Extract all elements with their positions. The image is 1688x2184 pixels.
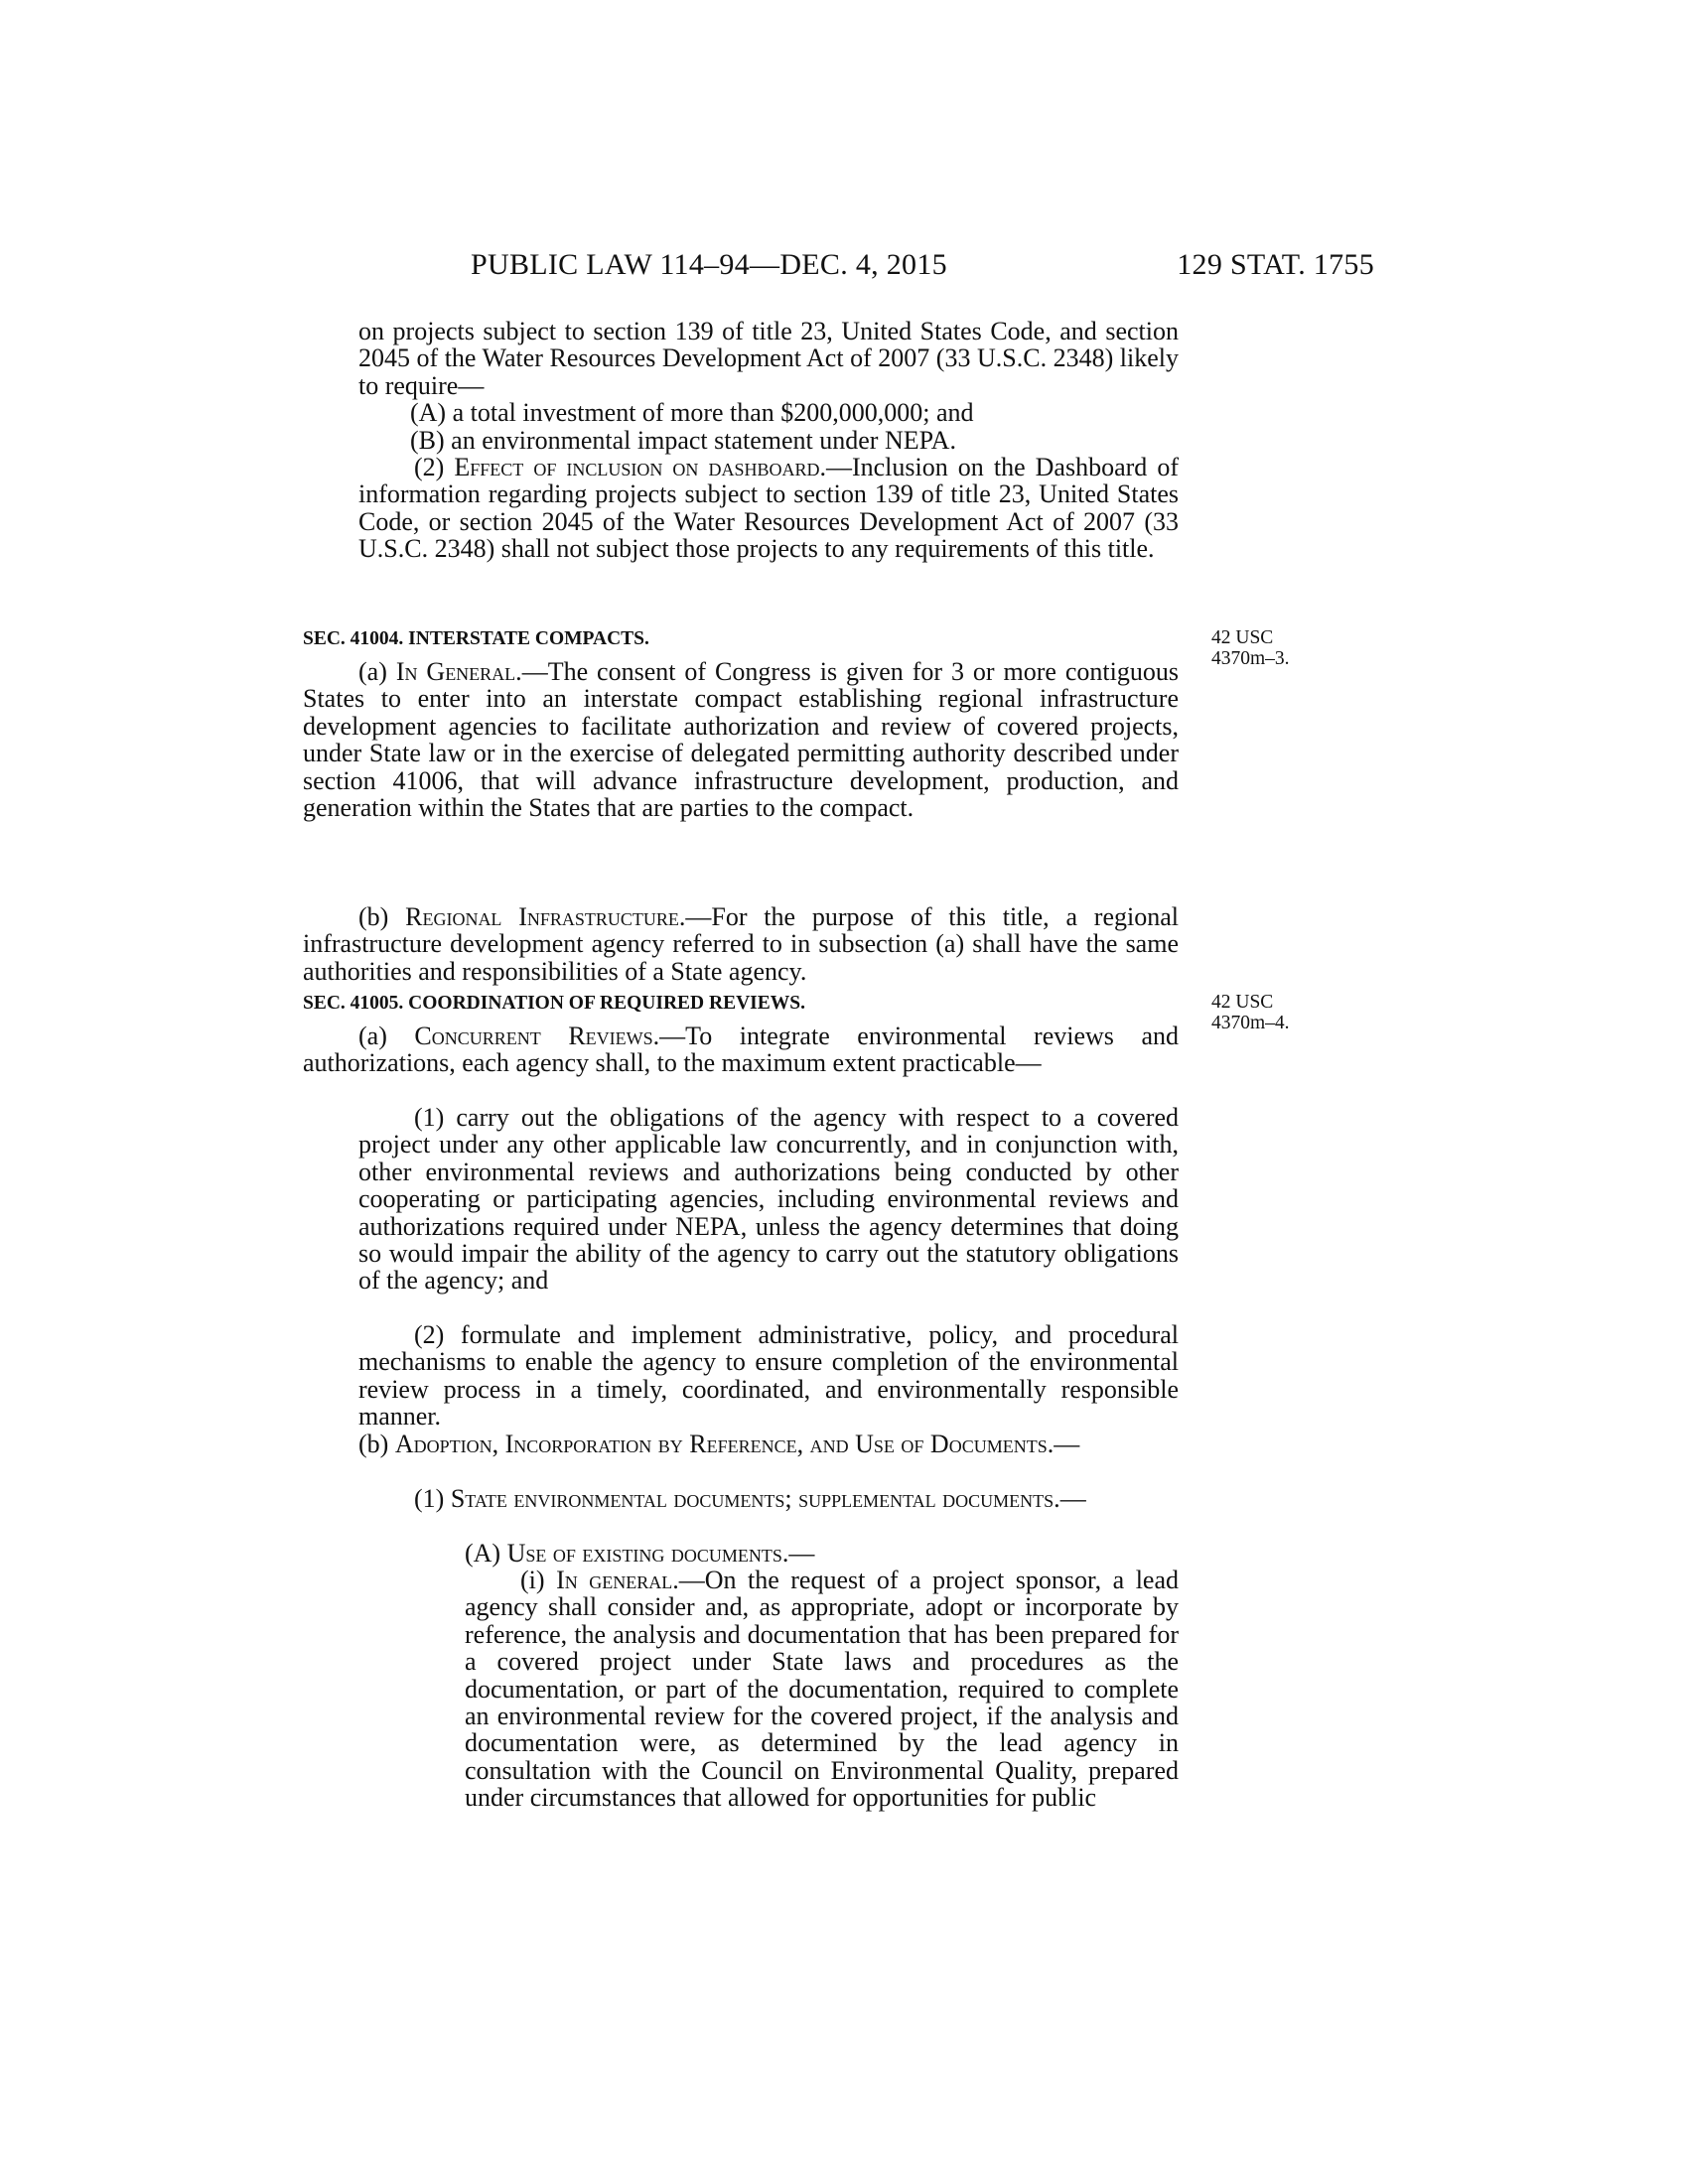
paragraph-text: —Inclusion on the Dashboard of information regarding projects subject to section 139 of title 23, United States Code, or section 2045 of the Water Resources Development Act of 2007 (33 U.S.C. 2348) shall not subject those projects to any requirements of this title. [358,453,1179,564]
paragraph-heading: Use of existing documents. [506,1539,789,1568]
paragraph-heading: In general. [556,1566,679,1594]
section-heading-41004: SEC. 41004. INTERSTATE COMPACTS. [303,628,649,649]
paragraph-text: —To integrate environmental reviews and authorizations, each agency shall, to the maximum extent practicable— [303,1022,1179,1078]
paragraph-number: (b) [358,1430,395,1458]
section-41005-b-1 [358,1485,1179,1512]
paragraph-number: (a) [358,1022,415,1050]
paragraph-number: (i) [520,1566,557,1594]
paragraph-number: (1) [414,1484,451,1513]
running-head: PUBLIC LAW 114–94—DEC. 4, 2015 [471,248,947,281]
paragraph-heading: In General. [395,657,522,686]
paragraph-number: (b) [358,902,406,931]
paragraph-continuation: on projects subject to section 139 of title 23, United States Code, and section 2045 of the Water Resources Development Act of 2007 (33 U.S.C. 2348) likely to require— [358,317,1179,400]
item-A-total-investment: (A) a total investment of more than $200,000,000; and [410,398,974,427]
section-41005-b-1-A-i [465,1567,1179,1812]
page-number: 129 STAT. 1755 [1177,248,1374,281]
section-41004-a [303,658,1179,821]
paragraph-text: — [788,1539,815,1568]
paragraph-text: —On the request of a project sponsor, a lead agency shall consider and, as appropriate, adopt or incorporate by reference, the analysis and documentation that has been prepared for a covered project under State laws and procedures as the documentation, or part of the documentation, required to complete an environmental review for the covered project, if the analysis and documentation were, as determined by the lead agency in consultation with the Council on Environmental Quality, prepared under circumstances that allowed for opportunities for public [465,1566,1179,1813]
section-41004-b [303,903,1179,985]
margin-citation-line: 42 USC [1211,992,1274,1013]
paragraph-text: — [1059,1484,1086,1513]
margin-citation-line: 4370m–3. [1211,648,1290,669]
section-41005-a-1: (1) carry out the obligations of the agency with respect to a covered project under any other applicable law concurrently, and in conjunction with, other environmental reviews and authorizations being conducted by other cooperating or participating agencies, including environmental reviews and authorizations required under NEPA, unless the agency determines that doing so would impair the ability of the agency to carry out the statutory obligations of the agency; and [358,1103,1179,1296]
paragraph-number: (A) [465,1539,507,1568]
paragraph-text: —The consent of Congress is given for 3 or more contiguous States to enter into an interstate compact establishing regional infrastructure development agencies to facilitate authorization and review of covered projects, under State law or in the exercise of delegated permitting authority described under section 41006, that will advance infrastructure development, production, and generation within the States that are parties to the compact. [303,657,1180,823]
margin-citation-line: 42 USC [1211,627,1274,648]
paragraph-heading: Adoption, Incorporation by Reference, and Use of Documents. [394,1430,1055,1458]
paragraph-heading: Regional Infrastructure. [405,902,686,931]
paragraph-heading: State environmental documents; supplemental documents. [450,1484,1060,1513]
paragraph-text: —For the purpose of this title, a regional infrastructure development agency referred to in subsection (a) shall have the same authorities and responsibilities of a State agency. [303,902,1179,986]
margin-citation-line: 4370m–4. [1211,1013,1290,1033]
item-B-environmental-impact: (B) an environmental impact statement under NEPA. [410,426,956,455]
section-41005-b [303,1431,1179,1457]
margin-citation-41005 [1211,992,1331,1033]
section-41005-a-2: (2) formulate and implement administrative, policy, and procedural mechanisms to enable the agency to ensure completion of the environmental review process in a timely, coordinated, and environmentally responsible manner. [358,1320,1179,1432]
section-41005-b-1-A [465,1540,1179,1567]
paragraph-heading: Concurrent Reviews. [414,1022,660,1050]
paragraph-text: — [1054,1430,1080,1458]
paragraph-number: (a) [358,657,396,686]
page-header [471,248,1374,288]
paragraph-number: (2) [414,453,455,481]
section-41005-a [303,1023,1179,1077]
margin-citation-41004 [1211,627,1331,669]
paragraph-heading: Effect of inclusion on dashboard. [454,453,826,481]
paragraph-2-dashboard [358,454,1179,563]
section-heading-41005: SEC. 41005. COORDINATION OF REQUIRED REVIEWS. [303,993,805,1014]
